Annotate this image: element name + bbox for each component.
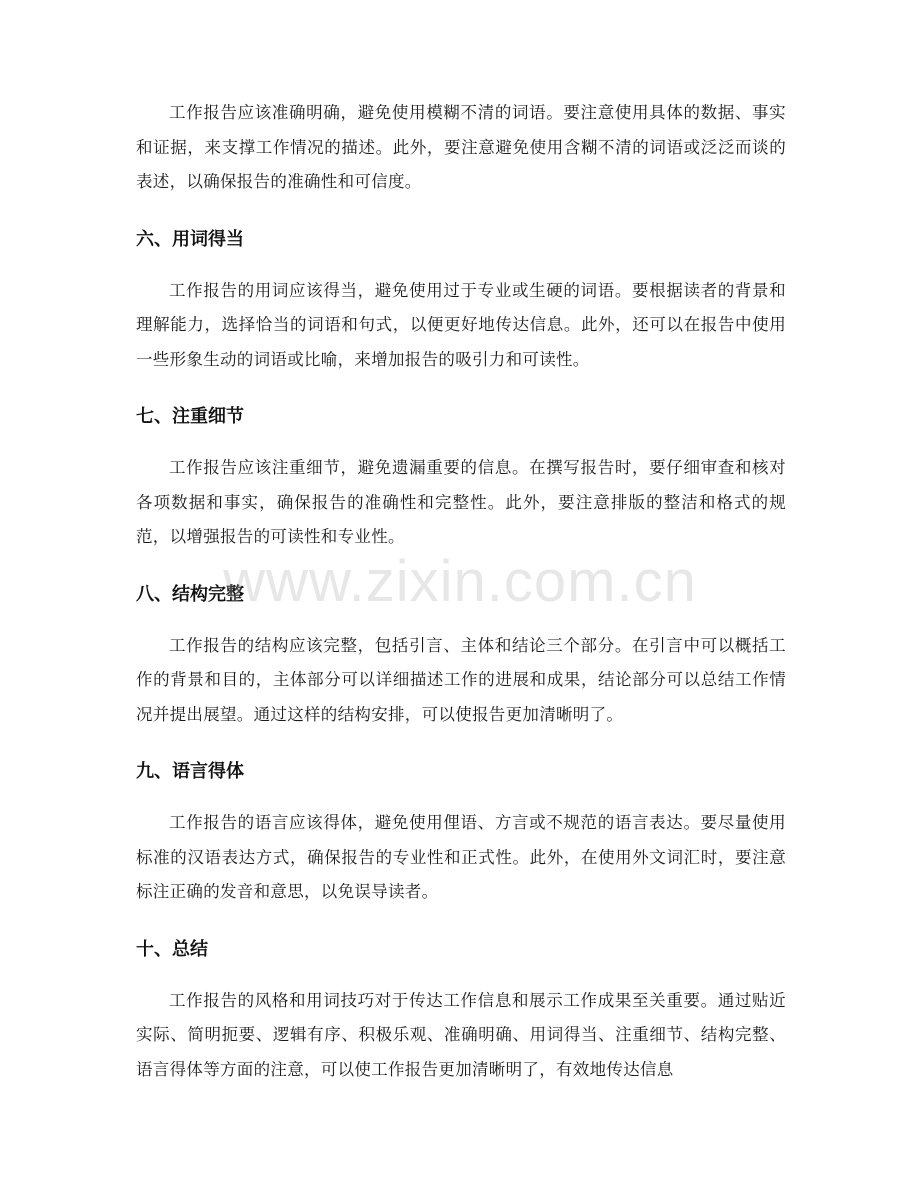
section-heading-9: 九、语言得体 <box>136 761 244 782</box>
section-body-9: 工作报告的语言应该得体，避免使用俚语、方言或不规范的语言表达。要尽量使用标准的汉语表达方式，确保报告的专业性和正式性。此外，在使用外文词汇时，要注意标注正确的发音和意思，以免误导读者。 <box>136 813 786 901</box>
watermark: www.zixin.com.cn <box>223 549 697 614</box>
section-heading-6: 六、用词得当 <box>136 228 244 250</box>
document-content <box>136 96 786 1087</box>
section-body-7: 工作报告应该注重细节，避免遗漏重要的信息。在撰写报告时，要仔细审查和核对各项数据和事实，确保报告的准确性和完整性。此外，要注意排版的整洁和格式的规范，以增强报告的可读性和专业性。 <box>136 458 786 546</box>
section-body-10: 工作报告的风格和用词技巧对于传达工作信息和展示工作成果至关重要。通过贴近实际、简明扼要、逻辑有序、积极乐观、准确明确、用词得当、注重细节、结构完整、语言得体等方面的注意，可以使工作报告更加清晰明了，有效地传达信息 <box>136 990 786 1079</box>
section-heading-7: 七、注重细节 <box>136 406 244 427</box>
section-body-8: 工作报告的结构应该完整，包括引言、主体和结论三个部分。在引言中可以概括工作的背景和目的，主体部分可以详细描述工作的进展和成果，结论部分可以总结工作情况并提出展望。通过这样的结构安排，可以使报告更加清晰明了。 <box>136 635 786 724</box>
section-heading-10: 十、总结 <box>136 938 208 960</box>
section-body-6: 工作报告的用词应该得当，避免使用过于专业或生硬的词语。要根据读者的背景和理解能力，选择恰当的词语和句式，以便更好地传达信息。此外，还可以在报告中使用一些形象生动的词语或比喻，来增加报告的吸引力和可读性。 <box>136 280 786 369</box>
section-heading-8: 八、结构完整 <box>136 583 244 605</box>
intro-paragraph: 工作报告应该准确明确，避免使用模糊不清的词语。要注意使用具体的数据、事实和证据，来支撑工作情况的描述。此外，要注意避免使用含糊不清的词语或泛泛而谈的表述，以确保报告的准确性和可信度。 <box>136 103 786 191</box>
